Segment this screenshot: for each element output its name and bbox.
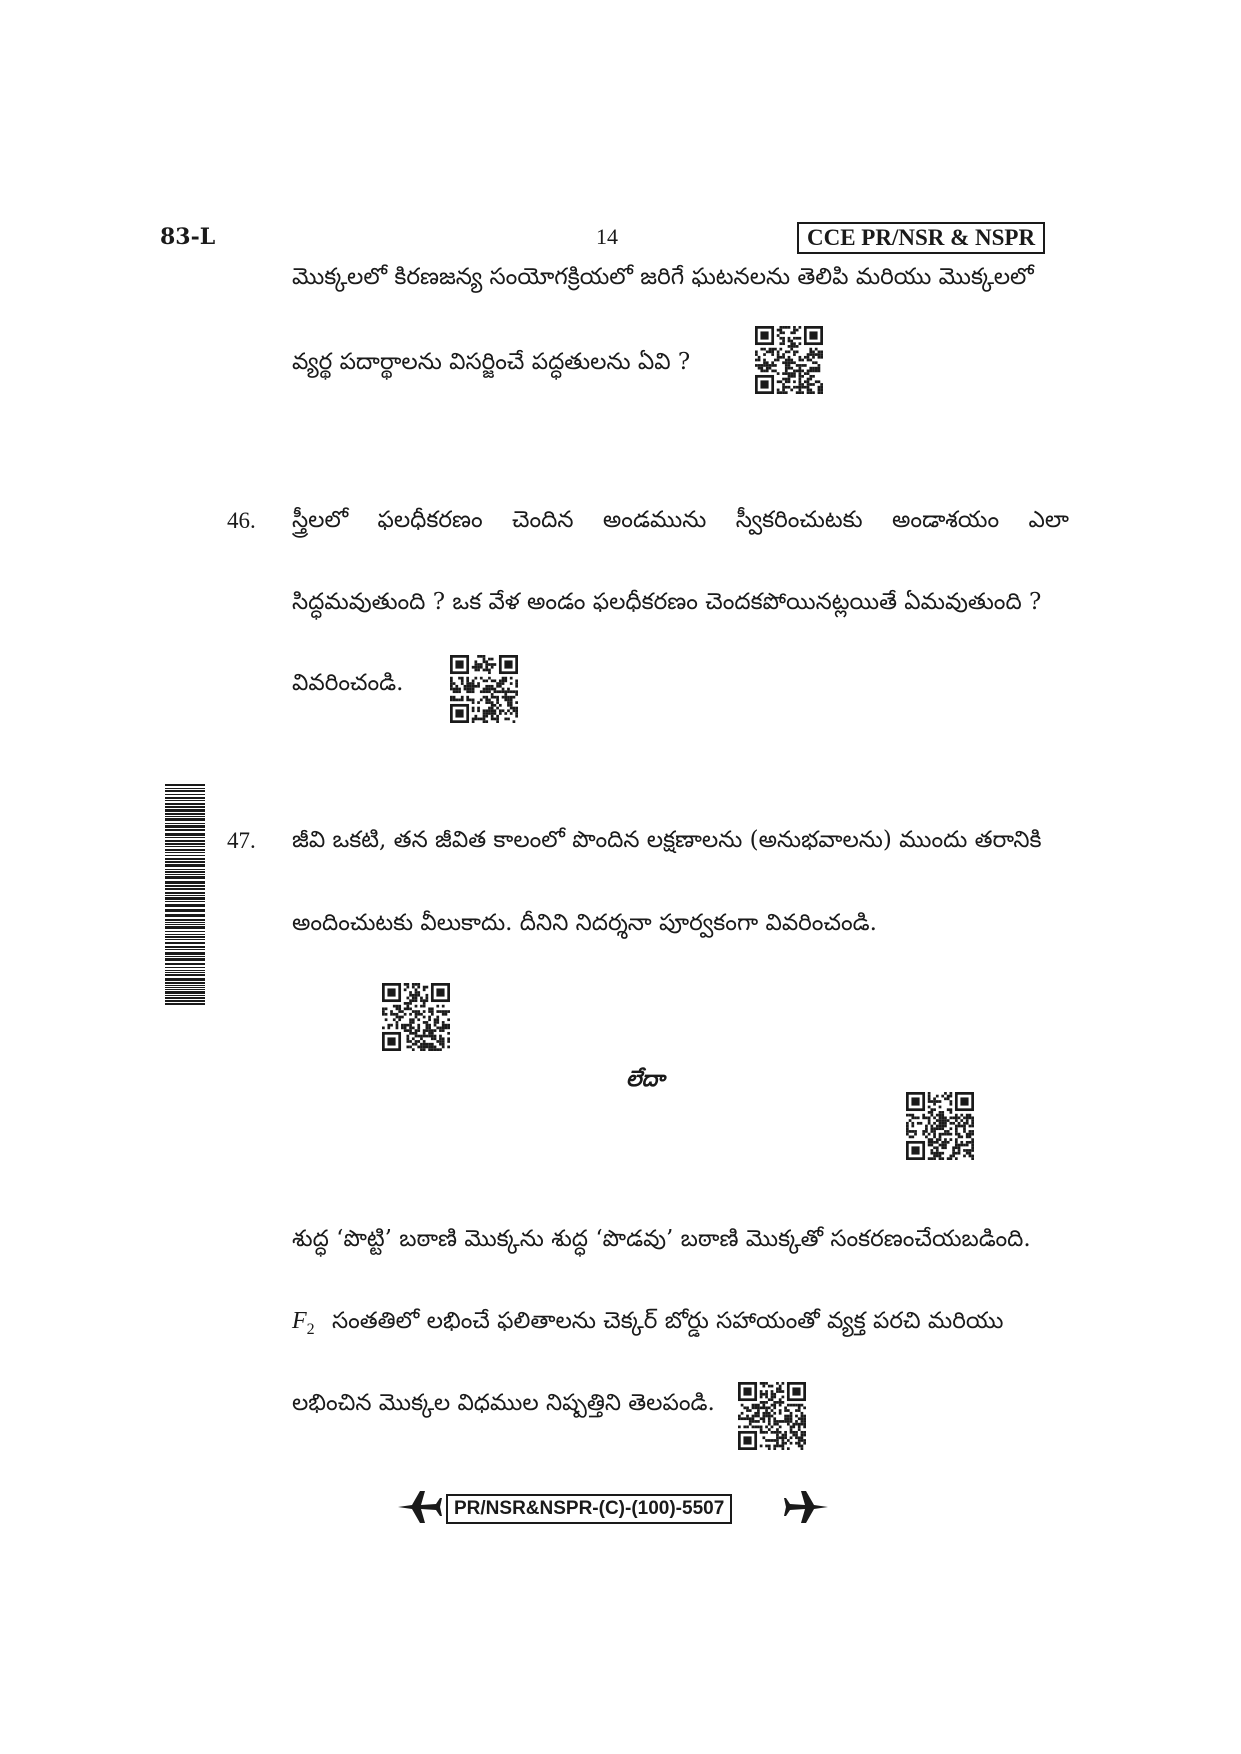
airplane-right-icon bbox=[784, 1489, 830, 1525]
qr-code-icon bbox=[382, 983, 450, 1051]
q46-word: చెందిన bbox=[512, 507, 574, 533]
q47-line-1: జీవి ఒకటి, తన జీవిత కాలంలో పొందిన లక్షణాలను (అనుభవాలను) ముందు తరానికి bbox=[292, 827, 1042, 853]
q46-word: ఎలా bbox=[1028, 507, 1069, 533]
q46-word: స్త్రీలలో bbox=[292, 507, 349, 533]
qr-code-icon bbox=[906, 1092, 974, 1160]
q47-line-2: అందించుటకు వీలుకాదు. దీనిని నిదర్శనా పూర్వకంగా వివరించండి. bbox=[292, 910, 877, 936]
q47-alt-line-1: శుద్ధ ‘పొట్టి’ బఠాణి మొక్కను శుద్ధ ‘పొడవు’ బఠాణి మొక్కతో సంకరణంచేయబడింది. bbox=[292, 1226, 1031, 1252]
f2-symbol: $F_2$ bbox=[292, 1308, 315, 1338]
exam-title-box: CCE PR/NSR & NSPR bbox=[797, 222, 1045, 254]
q47-alt-line-2: $F_2$ సంతతిలో లభించే ఫలితాలను చెక్కర్ బోర్డు సహాయంతో వ్యక్త పరచి మరియు bbox=[292, 1308, 1004, 1338]
q45-line-2: వ్యర్థ పదార్థాలను విసర్జించే పద్ధతులను ఏవి ? bbox=[292, 349, 691, 375]
question-number-46: 46. bbox=[227, 508, 256, 533]
footer-code-box: PR/NSR&NSPR-(C)-(100)-5507 bbox=[446, 1494, 732, 1524]
q46-line-1 bbox=[292, 505, 1069, 535]
q46-word: ఫలధీకరణం bbox=[377, 507, 483, 533]
page-number: 14 bbox=[596, 224, 618, 249]
question-number-47: 47. bbox=[227, 828, 256, 853]
q46-word: స్వీకరించుటకు bbox=[735, 507, 863, 533]
qr-code-icon bbox=[738, 1382, 806, 1450]
q47-alt-line-3: లభించిన మొక్కల విధముల నిష్పత్తిని తెలపండి. bbox=[292, 1390, 715, 1416]
q46-word: అండమును bbox=[602, 507, 707, 533]
or-label: లేదా bbox=[626, 1066, 665, 1092]
paper-code: 83-L bbox=[160, 224, 216, 250]
q46-word: అండాశయం bbox=[891, 507, 1000, 533]
q46-line-2: సిద్ధమవుతుంది ? ఒక వేళ అండం ఫలధీకరణం చెందకపోయినట్లయితే ఏమవుతుంది ? bbox=[292, 589, 1042, 615]
q46-line-3: వివరించండి. bbox=[292, 670, 404, 696]
q45-line-1: మొక్కలలో కిరణజన్య సంయోగక్రియలో జరిగే ఘటనలను తెలిపి మరియు మొక్కలలో bbox=[292, 264, 1034, 290]
airplane-left-icon bbox=[396, 1489, 442, 1525]
qr-code-icon bbox=[450, 655, 518, 723]
qr-code-icon bbox=[755, 326, 823, 394]
barcode-icon bbox=[165, 784, 205, 1006]
